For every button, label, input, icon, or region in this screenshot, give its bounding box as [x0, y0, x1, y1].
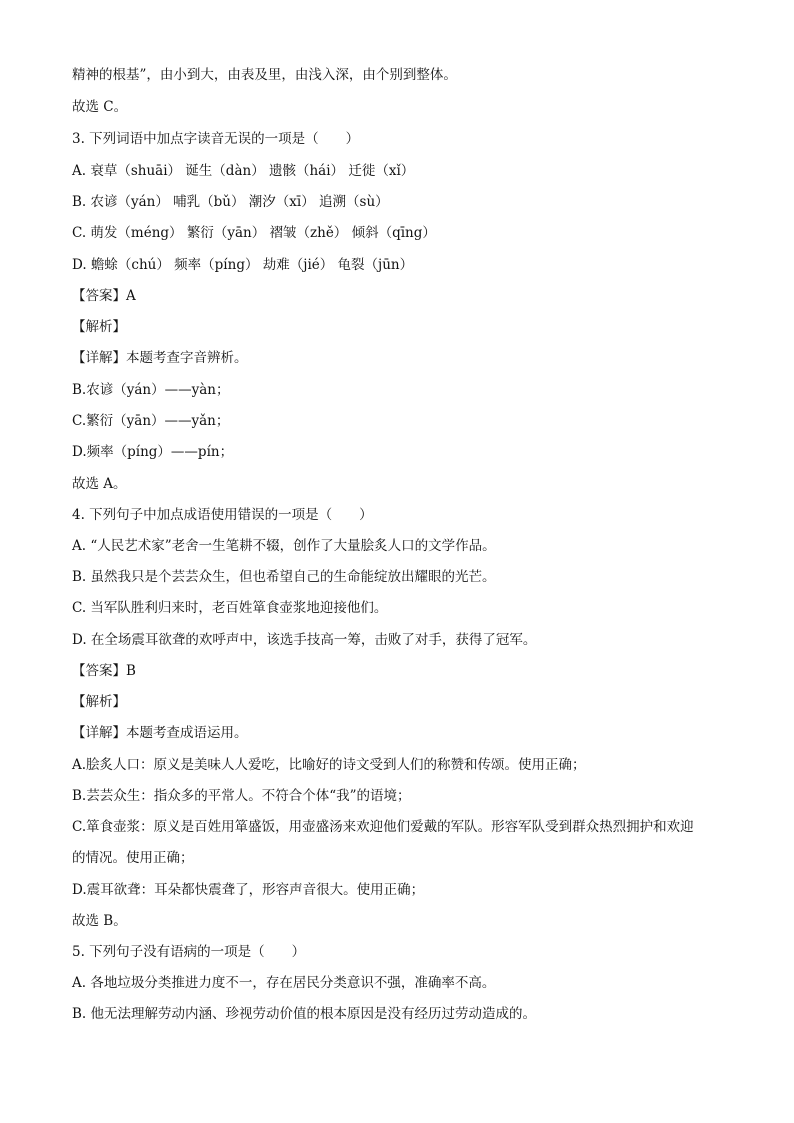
text-line: D.震耳欲聋：耳朵都快震聋了，形容声音很大。使用正确；	[72, 882, 425, 898]
question-3-option-d: D. 蟾蜍（chú） 频率（píng） 劫难（jié） 龟裂（jūn）	[72, 257, 414, 273]
question-5-option-a: A. 各地垃圾分类推进力度不一，存在居民分类意识不强，准确率不高。	[72, 975, 496, 991]
analysis-label: 【解析】	[72, 694, 126, 710]
text-line: B.芸芸众生：指众多的平常人。不符合个体“我”的语境；	[72, 788, 411, 804]
question-4-option-c: C. 当军队胜利归来时，老百姓箪食壶浆地迎接他们。	[72, 600, 388, 616]
analysis-label: 【解析】	[72, 319, 126, 335]
text-line: 故选 B。	[72, 913, 127, 929]
question-3-option-a: A. 衰草（shuāi） 诞生（dàn） 遗骸（hái） 迁徙（xǐ）	[72, 163, 415, 179]
text-line: 的情况。使用正确；	[72, 850, 194, 866]
text-line: C.箪食壶浆：原义是百姓用箪盛饭，用壶盛汤来欢迎他们爱戴的军队。形容军队受到群众热烈拥护和欢迎	[72, 819, 694, 835]
question-4-title: 4. 下列句子中加点成语使用错误的一项是（ ）	[72, 507, 373, 523]
question-3-title: 3. 下列词语中加点字读音无误的一项是（ ）	[72, 131, 360, 147]
question-5-option-b: B. 他无法理解劳动内涵、珍视劳动价值的根本原因是没有经历过劳动造成的。	[72, 1006, 537, 1022]
question-4-option-d: D. 在全场震耳欲聋的欢呼声中，该选手技高一筹，击败了对手，获得了冠军。	[72, 632, 537, 648]
answer-label: 【答案】B	[72, 663, 136, 679]
text-line: C.繁衍（yān）——yǎn；	[72, 413, 230, 429]
detail-label: 【详解】本题考查成语运用。	[72, 725, 248, 741]
question-3-option-c: C. 萌发（méng） 繁衍（yān） 褶皱（zhě） 倾斜（qīng）	[72, 225, 436, 241]
text-line: A.脍炙人口：原义是美味人人爱吃，比喻好的诗文受到人们的称赞和传颂。使用正确；	[72, 757, 586, 773]
question-4-option-b: B. 虽然我只是个芸芸众生，但也希望自己的生命能绽放出耀眼的光芒。	[72, 569, 496, 585]
question-5-title: 5. 下列句子没有语病的一项是（ ）	[72, 944, 306, 960]
text-line: D.频率（píng）——pín；	[72, 444, 234, 460]
answer-label: 【答案】A	[72, 288, 136, 304]
question-3-option-b: B. 农谚（yán） 哺乳（bǔ） 潮汐（xī） 追溯（sù）	[72, 194, 389, 210]
text-line: B.农谚（yán）——yàn；	[72, 382, 230, 398]
text-line: 精神的根基”，由小到大，由表及里，由浅入深，由个别到整体。	[72, 67, 457, 83]
text-line: 故选 C。	[72, 99, 128, 115]
detail-label: 【详解】本题考查字音辨析。	[72, 350, 248, 366]
question-4-option-a: A. “人民艺术家”老舍一生笔耕不辍，创作了大量脍炙人口的文学作品。	[72, 538, 496, 554]
text-line: 故选 A。	[72, 476, 127, 492]
